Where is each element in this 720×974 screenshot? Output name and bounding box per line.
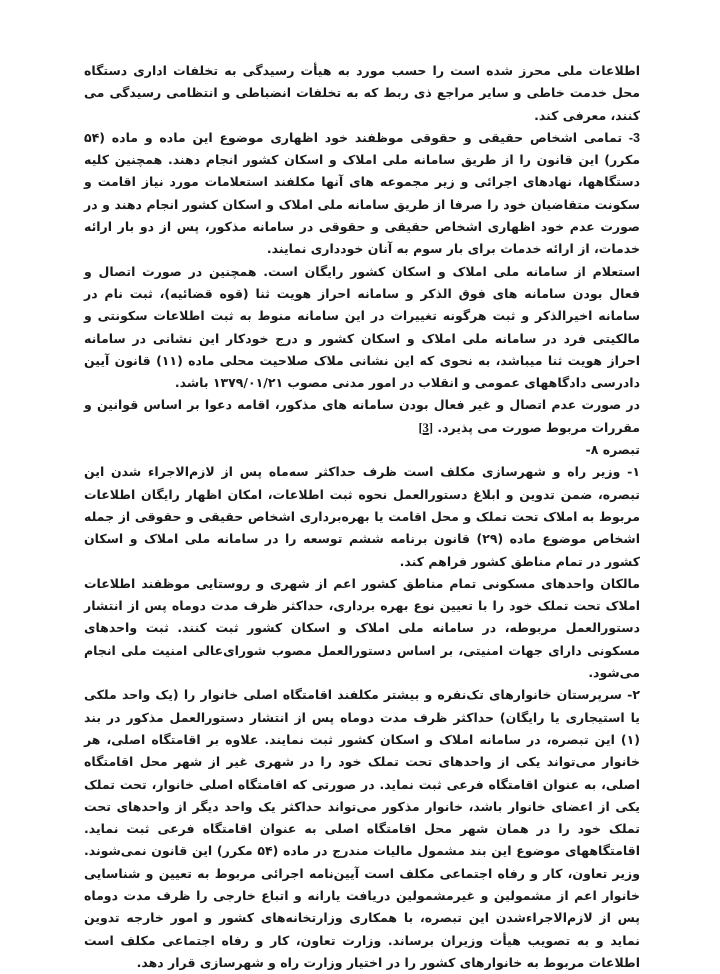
paragraph-owners: مالکان واحدهای مسکونی تمام مناطق کشور اعم از شهری و روستایی موظفند اطلاعات املاک تحت تملک خود را با تعیین نوع بهره برداری، حداکثر ظرف مدت دوماه پس از انتشار دستورالعمل مربوطه، در سامانه ملی املاک و اسکان کشور ثبت کنند. ثبت واحدهای مسکونی دارای جهات امنیتی، بر اساس دستورالعمل مصوب شورای‌عالی امنیت ملی انجام می‌شود.	[84, 575, 640, 681]
paragraph-disconnection	[84, 394, 640, 439]
clause-number: 3-	[628, 130, 640, 145]
paragraph-clause-3	[84, 127, 640, 261]
paragraph-inquiry: استعلام از سامانه ملی املاک و اسکان کشور رایگان است. همچنین در صورت اتصال و فعال بودن سامانه های فوق الذکر و سامانه احراز هویت ثنا (قوه قضائیه)، ثبت نام در سامانه اخیرالذکر و ثبت هرگونه تغییرات در این سامانه منوط به ثبت اطلاعات سکونتی و مالکیتی فرد در سامانه ملی املاک و اسکان کشور و درج خودکار این نشانی در سامانه احراز هویت ثنا میباشد، به نحوی که این نشانی ملاک صلاحیت محلی ماده (۱۱) قانون آیین دادرسی دادگاههای عمومی و انقلاب در امور مدنی مصوب ۱۳۷۹/۰۱/۲۱ باشد.	[84, 263, 640, 391]
paragraph-note-item-2: ۲- سرپرستان خانوارهای تک‌نفره و بیشتر مکلفند اقامتگاه اصلی خانوار را (یک واحد ملکی یا استیجاری یا رایگان) حداکثر ظرف مدت دوماه پس از انتشار دستورالعمل مذکور در بند (۱) این تبصره، در سامانه املاک و اسکان کشور ثبت نمایند. علاوه بر اقامتگاه اصلی، هر خانوار می‌تواند یکی از واحدهای تحت تملک خود را در شهری غیر از شهر محل اقامتگاه اصلی، به عنوان اقامتگاه فرعی ثبت نماید. در صورتی که اقامتگاه اصلی خانوار، تحت تملک یکی از اعضای خانوار باشد، خانوار مذکور می‌تواند حداکثر یک واحد دیگر از واحدهای تحت تملک خود را در همان شهر محل اقامتگاه اصلی به عنوان اقامتگاه فرعی ثبت نماید. اقامتگاههای موضوع این بند مشمول مالیات مندرج در ماده (۵۴ مکرر) این قانون نمی‌شوند. وزیر تعاون، کار و رفاه اجتماعی مکلف است آیین‌نامه اجرائی مربوط به تعیین و شناسایی خانوار اعم از مشمولین و غیرمشمولین دریافت یارانه و اتباع خارجی را ظرف مدت دوماه پس از لازم‌الاجراءشدن این تبصره، با همکاری وزارتخانه‌های کشور و امور خارجه تدوین نماید و به تصویب هیأت وزیران برساند. وزارت تعاون، کار و رفاه اجتماعی مکلف است اطلاعات مربوط به خانوارهای کشور را در اختیار وزارت راه و شهرسازی قرار دهد.	[84, 687, 640, 970]
paragraph-note-item-1: ۱- وزیر راه و شهرسازی مکلف است ظرف حداکثر سه‌ماه پس از لازم‌الاجراء شدن این تبصره، ضمن تدوین و ابلاغ دستورالعمل نحوه ثبت اطلاعات، امکان اظهار رایگان اطلاعات مربوط به املاک تحت تملک و محل اقامت یا بهره‌برداری اشخاص حقیقی و حقوقی از جمله اشخاص موضوع ماده (۲۹) قانون برنامه ششم توسعه را در سامانه ملی املاک و اسکان کشور در تمام مناطق کشور فراهم کند.	[84, 464, 640, 569]
disconnection-text: در صورت عدم اتصال و غیر فعال بودن سامانه های مذکور، اقامه دعوا بر اساس قوانین و مقررات مربوط صورت می پذیرد.	[84, 397, 640, 435]
clause-3-text: تمامی اشخاص حقیقی و حقوقی موظفند خود اظهاری موضوع این ماده و ماده (۵۴ مکرر) این قانون را از طریق سامانه ملی املاک و اسکان کشور انجام دهند. همچنین کلیه دستگاهها، نهادهای اجرائی و زیر مجموعه های آنها مکلفند استعلامات مورد نیاز اقامت و سکونت متقاضیان خود را صرفا از طریق سامانه ملی املاک و اسکان کشور انجام دهند و در صورت عدم خود اظهاری اشخاص حقیقی و حقوقی در سامانه مذکور، پس از دو بار ارائه خدمات، از ارائه خدمات برای بار سوم به آنان خودداری نمایند.	[84, 129, 640, 257]
note-heading: تبصره ۸-	[585, 442, 640, 458]
document-page	[84, 60, 640, 974]
footnote-link[interactable]: [3]	[418, 420, 434, 435]
paragraph-intro: اطلاعات ملی محرز شده است را حسب مورد به هیأت رسیدگی به تخلفات اداری دستگاه محل خدمت خاطی و سایر مراجع ذی ربط که به تخلفات انضباطی و انتظامی رسیدگی می کنند، معرفی کند.	[84, 63, 640, 123]
